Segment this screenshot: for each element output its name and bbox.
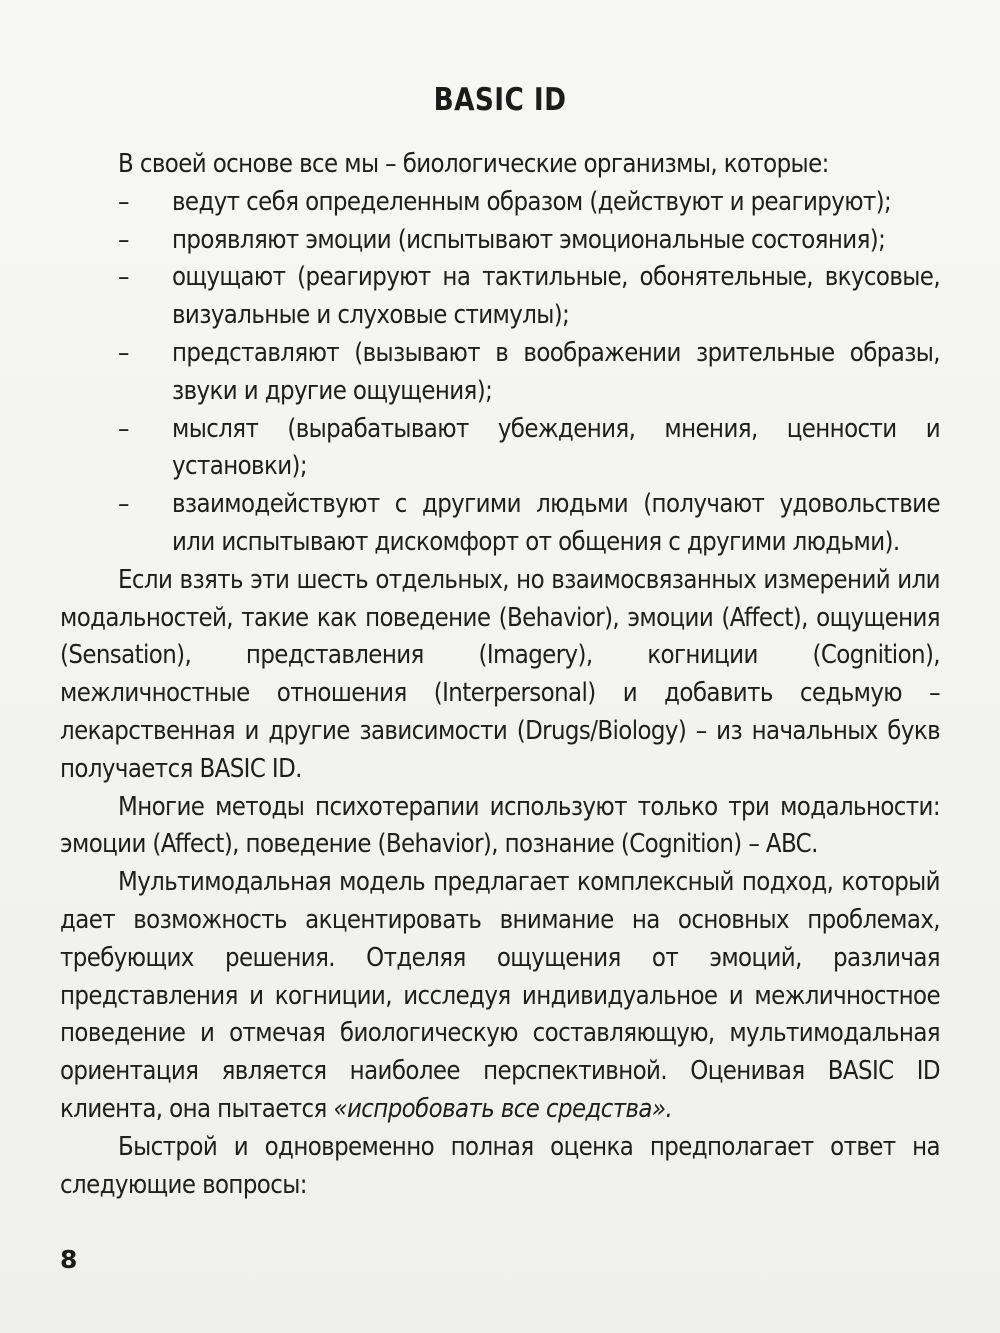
list-item — [60, 184, 940, 222]
paragraph-multimodal-text: Мультимодальная модель предлагает комплексный подход, который дает возможность акцентировать внимание на основных проблемах, требующих решения. Отделяя ощущения от эмоций, различая представления и когниции, исследуя индивидуальное и межличностное поведение и отмечая биологическую составляющую, мультимодальная ориентация является наиболее перспективной. Оценивая BASIC ID клиента, она пытается — [60, 867, 940, 1124]
dash-marker: – — [118, 262, 129, 293]
intro-paragraph: В своей основе все мы – биологические организмы, которые: — [118, 149, 829, 179]
dash-marker: – — [118, 413, 129, 444]
list-item — [60, 259, 940, 335]
paragraph-assessment: Быстрой и одновременно полная оценка предполагает ответ на следующие вопросы: — [60, 1131, 940, 1200]
list-item — [60, 335, 940, 411]
page-title: BASIC ID — [433, 82, 567, 118]
paragraph-abc: Многие методы психотерапии используют только три модальности: эмоции (Affect), поведение (Behavior), познание (Cognition) – ABC. — [60, 791, 940, 860]
dash-marker: – — [118, 489, 129, 520]
bullet-list — [60, 184, 940, 562]
body-text — [60, 146, 940, 1204]
list-item-text: мыслят (вырабатывают убеждения, мнения, ценности и установки); — [172, 413, 940, 482]
dash-marker: – — [118, 337, 129, 368]
paragraph-basic-id: Если взять эти шесть отдельных, но взаимосвязанных измерений или модальностей, такие как поведение (Behavior), эмоции (Affect), ощущения (Sensation), представления (Imagery), когниции (Cognition), межличностные отношения (Interpersonal) и добавить седьмую – лекарственная и другие зависимости (Drugs/Biology) – из начальных букв получается BASIC ID. — [60, 564, 940, 784]
list-item — [60, 222, 940, 260]
list-item-text: проявляют эмоции (испытывают эмоциональные состояния); — [172, 224, 886, 255]
page-number: 8 — [60, 1245, 78, 1274]
paragraph-multimodal — [60, 864, 940, 1129]
dash-marker: – — [118, 224, 129, 255]
list-item-text: представляют (вызывают в воображении зрительные образы, звуки и другие ощущения); — [172, 337, 940, 406]
list-item — [60, 486, 940, 562]
list-item-text: взаимодействуют с другими людьми (получают удовольствие или испытывают дискомфорт от общения с другими людьми). — [172, 489, 940, 557]
italic-quote: «испробовать все средства». — [333, 1093, 673, 1124]
dash-marker: – — [118, 186, 129, 217]
list-item-text: ведут себя определенным образом (действуют и реагируют); — [172, 186, 892, 217]
list-item — [60, 411, 940, 487]
list-item-text: ощущают (реагируют на тактильные, обонятельные, вкусовые, визуальные и слуховые стимулы); — [172, 262, 940, 331]
